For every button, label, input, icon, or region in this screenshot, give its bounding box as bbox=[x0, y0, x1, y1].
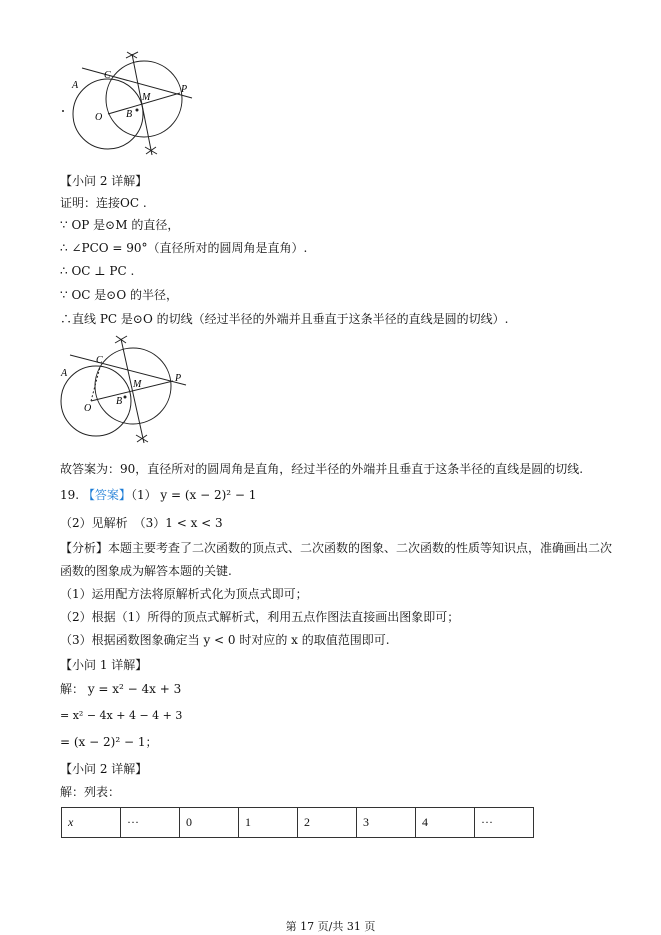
table-cell: 2 bbox=[298, 808, 357, 838]
label-m: M bbox=[133, 379, 142, 390]
analysis-step-1: （1）运用配方法将原解析式化为顶点式即可； bbox=[60, 587, 308, 601]
solution-line-1: 解： y = x² − 4x + 3 bbox=[60, 682, 182, 696]
proof-line-2: ∵ OP 是⊙M 的直径， bbox=[60, 218, 180, 232]
label-p: P bbox=[181, 84, 188, 95]
arc-mark-top bbox=[115, 336, 127, 343]
solution-line-2: = x² − 4x + 4 − 4 + 3 bbox=[60, 709, 183, 722]
answer-summary: 故答案为：90，直径所对的圆周角是直角，经过半径的外端并且垂直于这条半径的直线是圆的切线. bbox=[60, 462, 584, 476]
label-p: P bbox=[175, 373, 182, 384]
table-cell: 1 bbox=[239, 808, 298, 838]
proof-line-3: ∴ ∠PCO = 90°（直径所对的圆周角是直角）. bbox=[60, 241, 308, 255]
answer-parts-2-3: （2）见解析 （3）1 < x < 3 bbox=[60, 516, 223, 530]
segment-oc bbox=[91, 367, 100, 401]
subquestion-2-heading: 【小问 2 详解】 bbox=[60, 174, 148, 188]
table-cell: 4 bbox=[416, 808, 475, 838]
point-dot bbox=[62, 110, 64, 112]
proof-line-5: ∵ OC 是⊙O 的半径， bbox=[60, 288, 178, 302]
table-cell: 0 bbox=[180, 808, 239, 838]
perpendicular-bisector bbox=[121, 339, 144, 443]
answer-part-1: （1） y = (x − 2)² − 1 bbox=[130, 488, 257, 502]
line-ap bbox=[82, 68, 192, 98]
table-cell: ··· bbox=[121, 808, 180, 838]
question-19-answer bbox=[60, 486, 256, 504]
label-a: A bbox=[72, 80, 79, 91]
analysis-step-2: （2）根据（1）所得的顶点式解析式，利用五点作图法直接画出图象即可； bbox=[60, 610, 460, 624]
analysis-step-3: （3）根据函数图象确定当 y < 0 时对应的 x 的取值范围即可. bbox=[60, 633, 390, 647]
table-cell: 3 bbox=[357, 808, 416, 838]
label-b: B bbox=[116, 396, 123, 407]
label-a: A bbox=[61, 368, 68, 379]
arc-mark-top bbox=[126, 52, 138, 58]
label-m: M bbox=[142, 92, 151, 103]
geometry-figure-1 bbox=[60, 48, 200, 163]
value-table bbox=[61, 807, 534, 838]
label-c: C bbox=[96, 355, 103, 366]
question-number: 19. bbox=[60, 488, 80, 502]
label-c: C bbox=[104, 70, 111, 81]
table-cell: ··· bbox=[475, 808, 534, 838]
proof-line-1: 证明：连接OC . bbox=[60, 196, 147, 210]
subquestion-2-heading-b: 【小问 2 详解】 bbox=[60, 762, 148, 776]
proof-line-4: ∴ OC ⊥ PC . bbox=[60, 264, 135, 278]
point-b bbox=[124, 396, 127, 399]
analysis-line-1: 【分析】本题主要考查了二次函数的顶点式、二次函数的图象、二次函数的性质等知识点，准确画出二次 bbox=[60, 541, 613, 555]
analysis-line-2: 函数的图象成为解答本题的关键. bbox=[60, 564, 232, 578]
proof-line-6: ∴直线 PC 是⊙O 的切线（经过半径的外端并且垂直于这条半径的直线是圆的切线）. bbox=[60, 312, 509, 326]
label-b: B bbox=[126, 109, 133, 120]
geometry-figure-2 bbox=[58, 333, 198, 451]
solution-line-3: = (x − 2)² − 1； bbox=[60, 735, 158, 749]
page-footer: 第 17 页/共 31 页 bbox=[285, 920, 376, 933]
subquestion-1-heading: 【小问 1 详解】 bbox=[60, 658, 148, 672]
table-cell: x bbox=[62, 808, 121, 838]
answer-tag: 【答案】 bbox=[82, 488, 131, 502]
table-intro: 解：列表： bbox=[60, 785, 121, 799]
label-o: O bbox=[84, 403, 92, 414]
label-o: O bbox=[95, 112, 103, 123]
point-b bbox=[136, 109, 139, 112]
perpendicular-bisector bbox=[132, 54, 152, 155]
table-row bbox=[62, 808, 534, 838]
